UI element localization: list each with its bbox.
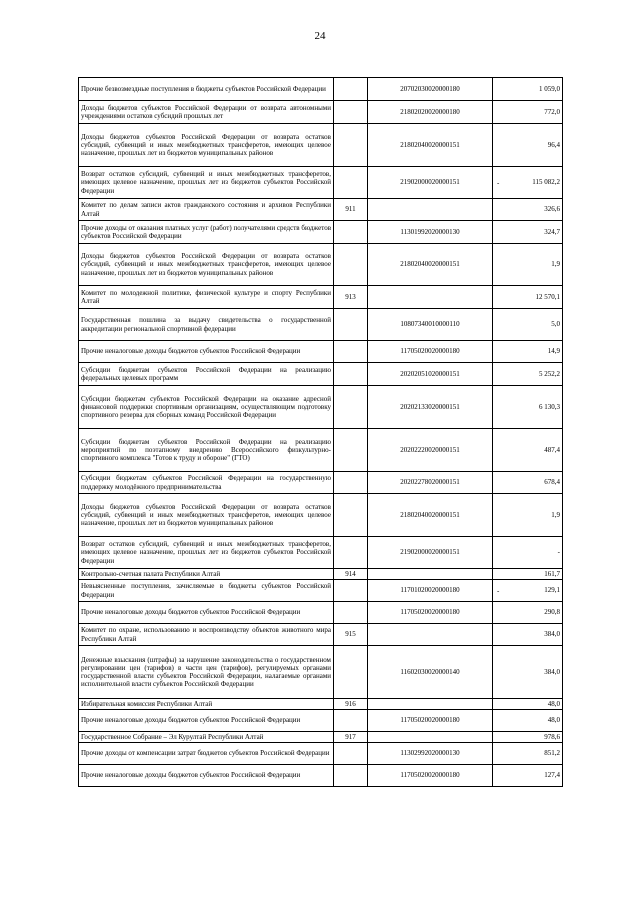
- row-amount-cell: [493, 646, 563, 699]
- row-name: Субсидии бюджетам субъектов Российской Федерации на государственную поддержку молодёжного предпринимательства: [79, 472, 334, 494]
- row-name: Доходы бюджетов субъектов Российской Федерации от возврата остатков субсидий, субвенций и иных межбюджетных трансферетов, имеющих целевое назначение, прошлых лет из бюджетов муниципальных районов: [79, 244, 334, 286]
- row-budget-code: 10807340010000110: [368, 309, 493, 341]
- row-admin-code: 911: [334, 199, 368, 221]
- table-row: [79, 569, 563, 580]
- row-amount-cell: [493, 286, 563, 309]
- row-admin-code: 914: [334, 569, 368, 580]
- row-amount: 384,0: [544, 630, 560, 639]
- table-row: [79, 124, 563, 167]
- row-amount-cell: [493, 743, 563, 765]
- row-name: Субсидии бюджетам субъектов Российской Федерации на реализацию федеральных целевых программ: [79, 363, 334, 386]
- row-amount-cell: [493, 699, 563, 710]
- row-amount: 96,4: [547, 140, 560, 149]
- table-row: [79, 199, 563, 221]
- row-amount: 290,8: [544, 608, 560, 617]
- row-budget-code: 20702030020000180: [368, 78, 493, 101]
- row-admin-code: 915: [334, 624, 368, 646]
- row-admin-code: [334, 472, 368, 494]
- table-row: [79, 309, 563, 341]
- row-amount: 5,0: [551, 320, 560, 329]
- row-budget-code: 21802040020000151: [368, 124, 493, 167]
- row-amount: 384,0: [544, 667, 560, 676]
- table-row: [79, 78, 563, 101]
- row-amount: -: [557, 548, 560, 557]
- row-budget-code: 11705020020000180: [368, 765, 493, 787]
- row-admin-code: 916: [334, 699, 368, 710]
- row-amount: 48,0: [547, 699, 560, 708]
- row-budget-code: 11705020020000180: [368, 710, 493, 732]
- row-amount: 129,1: [544, 586, 560, 595]
- row-amount: 48,0: [547, 716, 560, 725]
- table-row: [79, 624, 563, 646]
- row-amount-cell: [493, 101, 563, 124]
- revenue-table-body: [79, 78, 563, 787]
- row-amount-cell: [493, 341, 563, 363]
- row-budget-code: 11705020020000180: [368, 602, 493, 624]
- row-amount: 772,0: [544, 107, 560, 116]
- row-name: Комитет по охране, использованию и воспроизводству объектов животного мира Республики Алтай: [79, 624, 334, 646]
- row-budget-code: 20202220020000151: [368, 429, 493, 472]
- row-name: Невыясненные поступления, зачисляемые в бюджеты субъектов Российской Федерации: [79, 580, 334, 602]
- row-name: Возврат остатков субсидий, субвенций и иных межбюджетных трансферетов, имеющих целевое назначение, прошлых лет из бюджетов субъектов Российской Федерации: [79, 537, 334, 569]
- row-amount: 127,4: [544, 771, 560, 780]
- table-row: [79, 363, 563, 386]
- row-budget-code: [368, 699, 493, 710]
- table-row: [79, 732, 563, 743]
- row-budget-code: 11705020020000180: [368, 341, 493, 363]
- row-admin-code: [334, 710, 368, 732]
- row-amount-cell: [493, 386, 563, 429]
- row-amount: 978,6: [544, 732, 560, 741]
- row-name: Субсидии бюджетам субъектов Российской Федерации на реализацию мероприятий по поэтапному внедрению Всероссийского физкультурно-спортивного комплекса "Готов к труду и обороне" (ГТО): [79, 429, 334, 472]
- row-admin-code: [334, 244, 368, 286]
- row-amount: 851,2: [544, 749, 560, 758]
- row-name: Прочие доходы от компенсации затрат бюджетов субъектов Российской Федерации: [79, 743, 334, 765]
- row-budget-code: 21802040020000151: [368, 494, 493, 537]
- row-amount-cell: [493, 244, 563, 286]
- row-amount-cell: [493, 167, 563, 199]
- row-amount-cell: [493, 602, 563, 624]
- row-name: Доходы бюджетов субъектов Российской Федерации от возврата остатков субсидий, субвенций и иных межбюджетных трансферетов, имеющих целевое назначение, прошлых лет из бюджетов муниципальных районов: [79, 124, 334, 167]
- row-amount-sign: -: [497, 178, 500, 187]
- row-name: Государственная пошлина за выдачу свидетельства о государственной аккредитации региональной спортивной федерации: [79, 309, 334, 341]
- row-amount-cell: [493, 494, 563, 537]
- row-budget-code: 21802040020000151: [368, 244, 493, 286]
- row-amount-cell: [493, 429, 563, 472]
- row-amount: 678,4: [544, 478, 560, 487]
- row-amount-cell: [493, 472, 563, 494]
- row-amount-cell: [493, 765, 563, 787]
- row-amount-cell: [493, 309, 563, 341]
- row-name: Доходы бюджетов субъектов Российской Федерации от возврата автономными учреждениями остатков субсидий прошлых лет: [79, 101, 334, 124]
- row-admin-code: [334, 101, 368, 124]
- table-row: [79, 221, 563, 244]
- row-name: Прочие неналоговые доходы бюджетов субъектов Российской Федерации: [79, 341, 334, 363]
- row-amount-cell: [493, 221, 563, 244]
- row-amount: 1,9: [551, 260, 560, 269]
- table-row: [79, 386, 563, 429]
- row-budget-code: 20202051020000151: [368, 363, 493, 386]
- row-amount: 12 570,1: [535, 292, 560, 301]
- row-name: Комитет по делам записи актов гражданского состояния и архивов Республики Алтай: [79, 199, 334, 221]
- row-budget-code: [368, 569, 493, 580]
- row-amount-cell: [493, 624, 563, 646]
- row-amount: 6 130,3: [539, 402, 560, 411]
- row-budget-code: 21902000020000151: [368, 167, 493, 199]
- row-admin-code: [334, 78, 368, 101]
- row-amount-cell: [493, 537, 563, 569]
- row-budget-code: [368, 624, 493, 646]
- row-budget-code: [368, 732, 493, 743]
- row-budget-code: [368, 286, 493, 309]
- row-admin-code: [334, 743, 368, 765]
- row-name: Контрольно-счетная палата Республики Алтай: [79, 569, 334, 580]
- row-name: Прочие неналоговые доходы бюджетов субъектов Российской Федерации: [79, 765, 334, 787]
- row-name: Доходы бюджетов субъектов Российской Федерации от возврата остатков субсидий, субвенций и иных межбюджетных трансферетов, имеющих целевое назначение, прошлых лет из бюджетов муниципальных районов: [79, 494, 334, 537]
- table-row: [79, 580, 563, 602]
- row-admin-code: [334, 646, 368, 699]
- row-amount-cell: [493, 569, 563, 580]
- row-amount-cell: [493, 732, 563, 743]
- row-budget-code: 11701020020000180: [368, 580, 493, 602]
- row-budget-code: 21802020020000180: [368, 101, 493, 124]
- row-admin-code: [334, 602, 368, 624]
- row-amount: 326,6: [544, 205, 560, 214]
- row-name: Денежные взыскания (штрафы) за нарушение законодательства о государственном регулировании цен (тарифов) в части цен (тарифов), регулируемых органами государственной власти субъектов Российской Федерации, налагаемые органами исполнительной власти субъектов Российской Федерации: [79, 646, 334, 699]
- table-row: [79, 167, 563, 199]
- row-name: Избирательная комиссия Республики Алтай: [79, 699, 334, 710]
- row-amount: 1 059,0: [539, 84, 560, 93]
- row-budget-code: 20202278020000151: [368, 472, 493, 494]
- table-row: [79, 699, 563, 710]
- table-row: [79, 710, 563, 732]
- table-row: [79, 743, 563, 765]
- table-row: [79, 244, 563, 286]
- row-admin-code: [334, 167, 368, 199]
- table-row: [79, 646, 563, 699]
- row-budget-code: 21902000020000151: [368, 537, 493, 569]
- row-budget-code: 11301992020000130: [368, 221, 493, 244]
- row-admin-code: [334, 221, 368, 244]
- row-name: Прочие неналоговые доходы бюджетов субъектов Российской Федерации: [79, 710, 334, 732]
- row-name: Комитет по молодежной политике, физической культуре и спорту Республики Алтай: [79, 286, 334, 309]
- row-amount-cell: [493, 78, 563, 101]
- row-name: Прочие доходы от оказания платных услуг (работ) получателями средств бюджетов субъектов Российской Федерации: [79, 221, 334, 244]
- row-amount: 487,4: [544, 445, 560, 454]
- row-admin-code: [334, 765, 368, 787]
- page-number: 24: [314, 30, 326, 42]
- row-name: Государственное Собрание – Эл Курултай Республики Алтай: [79, 732, 334, 743]
- row-amount-cell: [493, 710, 563, 732]
- row-admin-code: 917: [334, 732, 368, 743]
- table-row: [79, 537, 563, 569]
- table-row: [79, 765, 563, 787]
- row-budget-code: [368, 199, 493, 221]
- row-budget-code: 11302992020000130: [368, 743, 493, 765]
- row-name: Прочие неналоговые доходы бюджетов субъектов Российской Федерации: [79, 602, 334, 624]
- row-admin-code: [334, 386, 368, 429]
- table-row: [79, 101, 563, 124]
- row-admin-code: [334, 309, 368, 341]
- row-admin-code: [334, 580, 368, 602]
- row-amount-cell: [493, 199, 563, 221]
- row-amount-sign: -: [497, 586, 500, 595]
- table-row: [79, 286, 563, 309]
- row-admin-code: 913: [334, 286, 368, 309]
- row-admin-code: [334, 494, 368, 537]
- row-amount-cell: [493, 580, 563, 602]
- row-admin-code: [334, 124, 368, 167]
- row-amount: 1,9: [551, 510, 560, 519]
- row-budget-code: 11602030020000140: [368, 646, 493, 699]
- row-admin-code: [334, 363, 368, 386]
- table-row: [79, 602, 563, 624]
- table-row: [79, 494, 563, 537]
- row-admin-code: [334, 537, 368, 569]
- row-amount-cell: [493, 363, 563, 386]
- row-name: Возврат остатков субсидий, субвенций и иных межбюджетных трансферетов, имеющих целевое назначение, прошлых лет из бюджетов субъектов Российской Федерации: [79, 167, 334, 199]
- row-amount: 5 252,2: [539, 369, 560, 378]
- row-admin-code: [334, 341, 368, 363]
- row-budget-code: 20202133020000151: [368, 386, 493, 429]
- table-row: [79, 429, 563, 472]
- row-name: Прочие безвозмездные поступления в бюджеты субъектов Российской Федерации: [79, 78, 334, 101]
- row-amount: 14,9: [547, 347, 560, 356]
- row-amount-cell: [493, 124, 563, 167]
- table-row: [79, 341, 563, 363]
- row-amount: 324,7: [544, 227, 560, 236]
- row-amount: 115 082,2: [532, 178, 560, 187]
- table-row: [79, 472, 563, 494]
- row-amount: 161,7: [544, 569, 560, 578]
- row-name: Субсидии бюджетам субъектов Российской Федерации на оказание адресной финансовой поддержки спортивным организациям, осуществляющим подготовку спортивного резерва для сборных команд Российской Федерации: [79, 386, 334, 429]
- revenue-table: [78, 77, 563, 787]
- row-admin-code: [334, 429, 368, 472]
